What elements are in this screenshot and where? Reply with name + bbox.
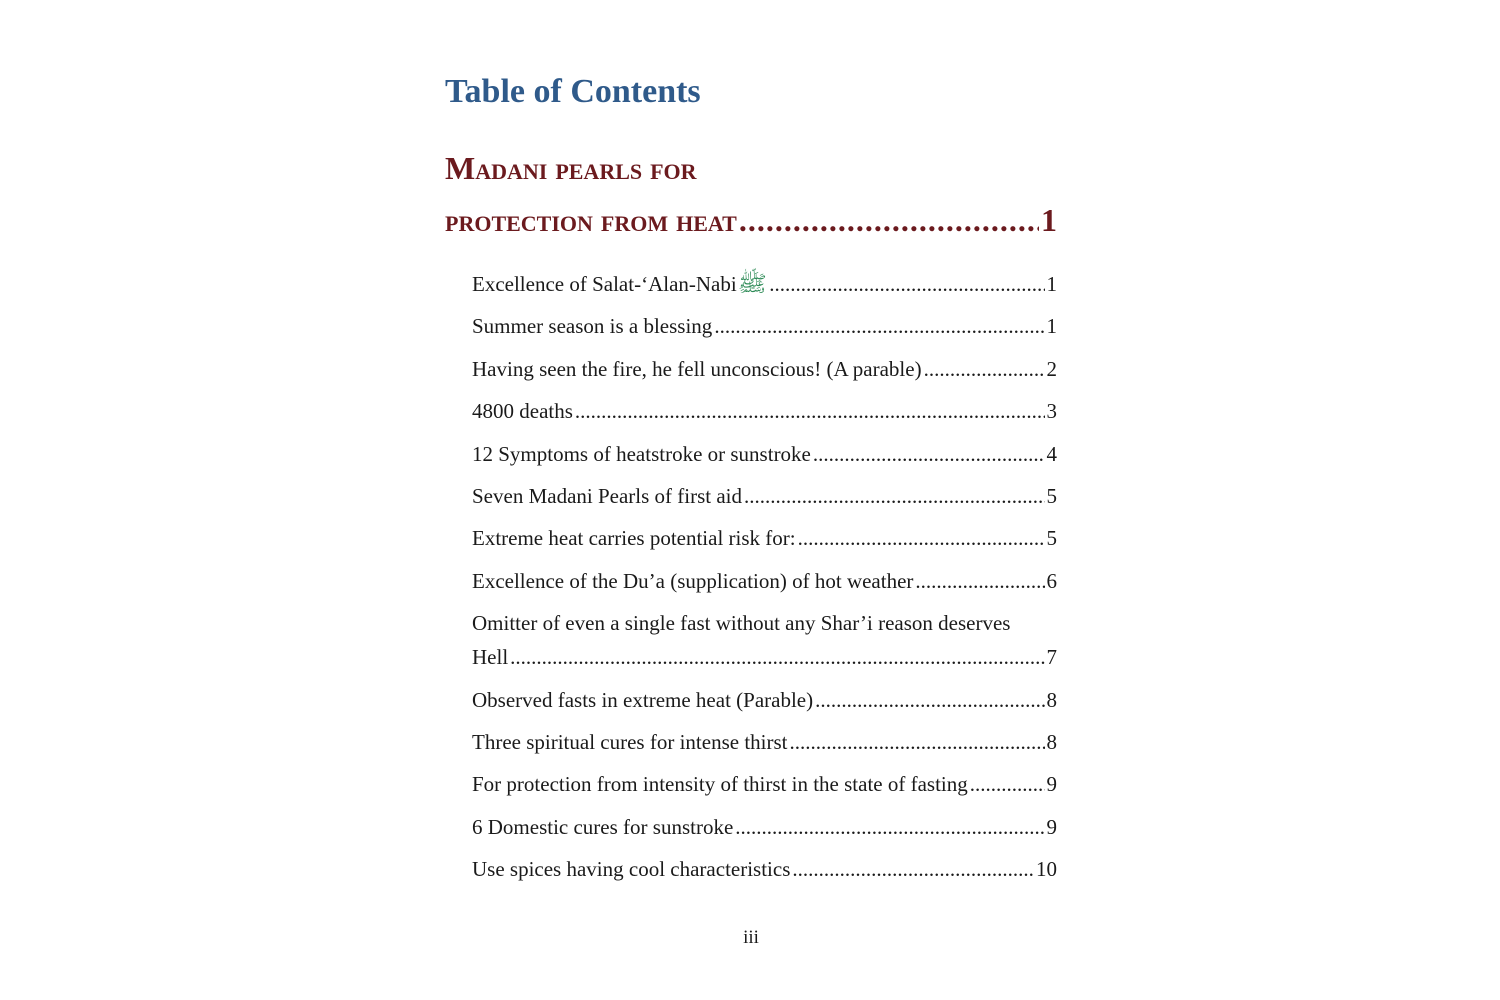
dot-leader <box>510 640 1044 674</box>
toc-entry-page: 8 <box>1046 687 1057 712</box>
toc-entry[interactable] <box>472 606 1057 674</box>
page-folio: iii <box>743 927 759 948</box>
dot-leader <box>769 267 1044 301</box>
toc-entry[interactable] <box>472 852 1057 886</box>
toc-entry-title: Seven Madani Pearls of first aid <box>472 483 743 508</box>
dot-leader <box>744 479 1044 513</box>
dot-leader <box>798 521 1045 555</box>
dot-leader <box>792 852 1034 886</box>
toc-entry[interactable] <box>472 564 1057 598</box>
document-page <box>445 0 1057 1000</box>
toc-entry[interactable] <box>472 309 1057 343</box>
toc-entry-list <box>472 267 1057 894</box>
toc-entry[interactable] <box>472 521 1057 555</box>
toc-entry[interactable] <box>472 352 1057 386</box>
toc-entry[interactable] <box>472 683 1057 717</box>
toc-entry[interactable] <box>472 810 1057 844</box>
chapter-dot-leader <box>739 194 1039 246</box>
toc-entry-page: 8 <box>1046 729 1057 754</box>
toc-entry-page: 1 <box>1046 272 1057 296</box>
toc-entry-title: For protection from intensity of thirst in the state of fasting <box>472 772 968 797</box>
dot-leader <box>815 683 1044 717</box>
salawat-calligraphy-icon: ﷺ <box>737 271 767 296</box>
toc-entry-title: 6 Domestic cures for sunstroke <box>472 814 734 839</box>
toc-entry-title: Observed fasts in extreme heat (Parable) <box>472 687 814 712</box>
dot-leader <box>735 810 1044 844</box>
toc-entry-page: 9 <box>1046 772 1057 797</box>
toc-entry-page: 5 <box>1046 526 1057 551</box>
dot-leader <box>714 309 1044 343</box>
chapter-page-number: 1 <box>1041 202 1057 238</box>
toc-entry-title: Extreme heat carries potential risk for: <box>472 526 796 551</box>
dot-leader <box>789 725 1044 759</box>
toc-entry-title: 4800 deaths <box>472 399 573 424</box>
toc-entry[interactable] <box>472 479 1057 513</box>
toc-entry-page: 5 <box>1046 483 1057 508</box>
toc-entry-title: Summer season is a blessing <box>472 314 713 339</box>
toc-entry-page: 2 <box>1046 356 1057 381</box>
toc-entry-title: 12 Symptoms of heatstroke or sunstroke <box>472 441 811 466</box>
toc-entry-title: Excellence of Salat-‘Alan-Nabi <box>472 272 737 296</box>
dot-leader <box>924 352 1045 386</box>
toc-entry-page: 1 <box>1046 314 1057 339</box>
toc-entry-page: 6 <box>1046 568 1057 593</box>
chapter-heading <box>445 142 1057 246</box>
page-title: Table of Contents <box>445 73 701 110</box>
toc-entry[interactable] <box>472 267 1057 301</box>
dot-leader <box>970 767 1045 801</box>
toc-entry[interactable] <box>472 725 1057 759</box>
toc-entry[interactable] <box>472 394 1057 428</box>
toc-entry-title-line-2: Hell <box>472 645 509 670</box>
dot-leader <box>915 564 1044 598</box>
toc-entry-title: Use spices having cool characteristics <box>472 857 791 882</box>
dot-leader <box>813 437 1045 471</box>
toc-entry[interactable] <box>472 767 1057 801</box>
toc-entry-page: 4 <box>1046 441 1057 466</box>
toc-entry-title: Having seen the fire, he fell unconscious! (A parable) <box>472 356 922 381</box>
toc-entry-page: 9 <box>1046 814 1057 839</box>
dot-leader <box>575 394 1045 428</box>
chapter-title-line-1 <box>445 142 1057 194</box>
toc-entry-title-line-1: Omitter of even a single fast without any Shar’i reason deserves <box>472 611 1011 636</box>
chapter-title-line-2 <box>445 194 1057 246</box>
toc-entry-title: Excellence of the Du’a (supplication) of hot weather <box>472 568 914 593</box>
toc-entry-page: 7 <box>1046 645 1057 670</box>
toc-entry-title: Three spiritual cures for intense thirst <box>472 729 788 754</box>
toc-entry-page: 3 <box>1046 399 1057 424</box>
chapter-title-text-2: protection from heat <box>445 202 737 238</box>
toc-entry[interactable] <box>472 437 1057 471</box>
toc-entry-page: 10 <box>1036 857 1057 882</box>
chapter-title-text-1: Madani pearls for <box>445 150 697 186</box>
